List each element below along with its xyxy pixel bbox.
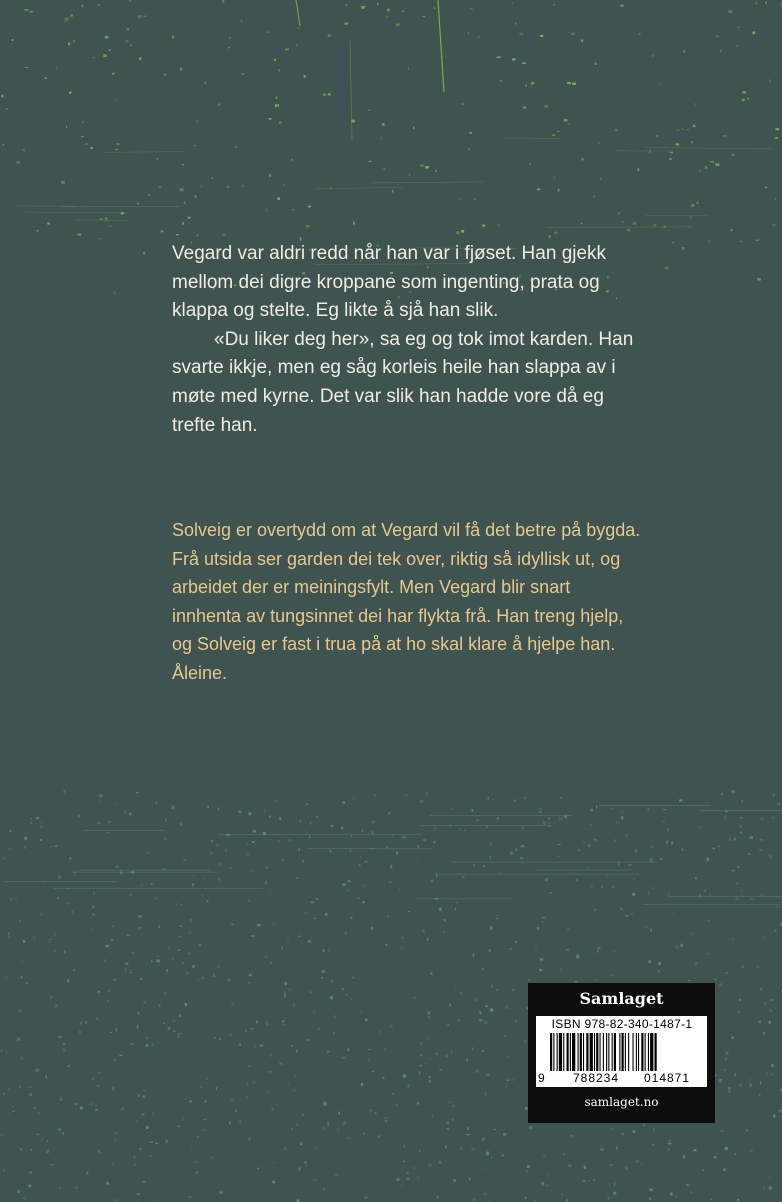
publisher-box bbox=[528, 983, 715, 1123]
barcode bbox=[536, 1016, 707, 1087]
isbn-label: ISBN 978-82-340-1487-1 bbox=[551, 1017, 693, 1031]
publisher-url: samlaget.no bbox=[584, 1095, 659, 1109]
publisher-logo: Samlaget bbox=[579, 989, 664, 1008]
excerpt-paragraph: «Du liker deg her», sa eg og tok imot karden. Han svarte ikkje, men eg såg korleis heile han slappa av i møte med kyrne. Det var slik han hadde vore då eg trefte han. bbox=[172, 328, 634, 436]
barcode-digits: 788234 bbox=[572, 1071, 620, 1085]
excerpt-paragraph: Vegard var aldri redd når han var i fjøset. Han gjekk mellom dei digre kroppane som ingenting, prata og klappa og stelte. Eg likte å sjå han slik. bbox=[172, 243, 607, 322]
barcode-digit: 9 bbox=[538, 1071, 545, 1085]
excerpt bbox=[172, 240, 642, 440]
barcode-digits: 014871 bbox=[643, 1071, 691, 1085]
book-blurb: Solveig er overtydd om at Vegard vil få det betre på bygda. Frå utsida ser garden dei tek over, riktig så idyllisk ut, og arbeidet der er meiningsfylt. Men Vegard blir snart innhenta av tungsinnet dei har flykta frå. Han treng hjelp, og Solveig er fast i trua på at ho skal klare å hjelpe han. Åleine. bbox=[172, 520, 641, 683]
